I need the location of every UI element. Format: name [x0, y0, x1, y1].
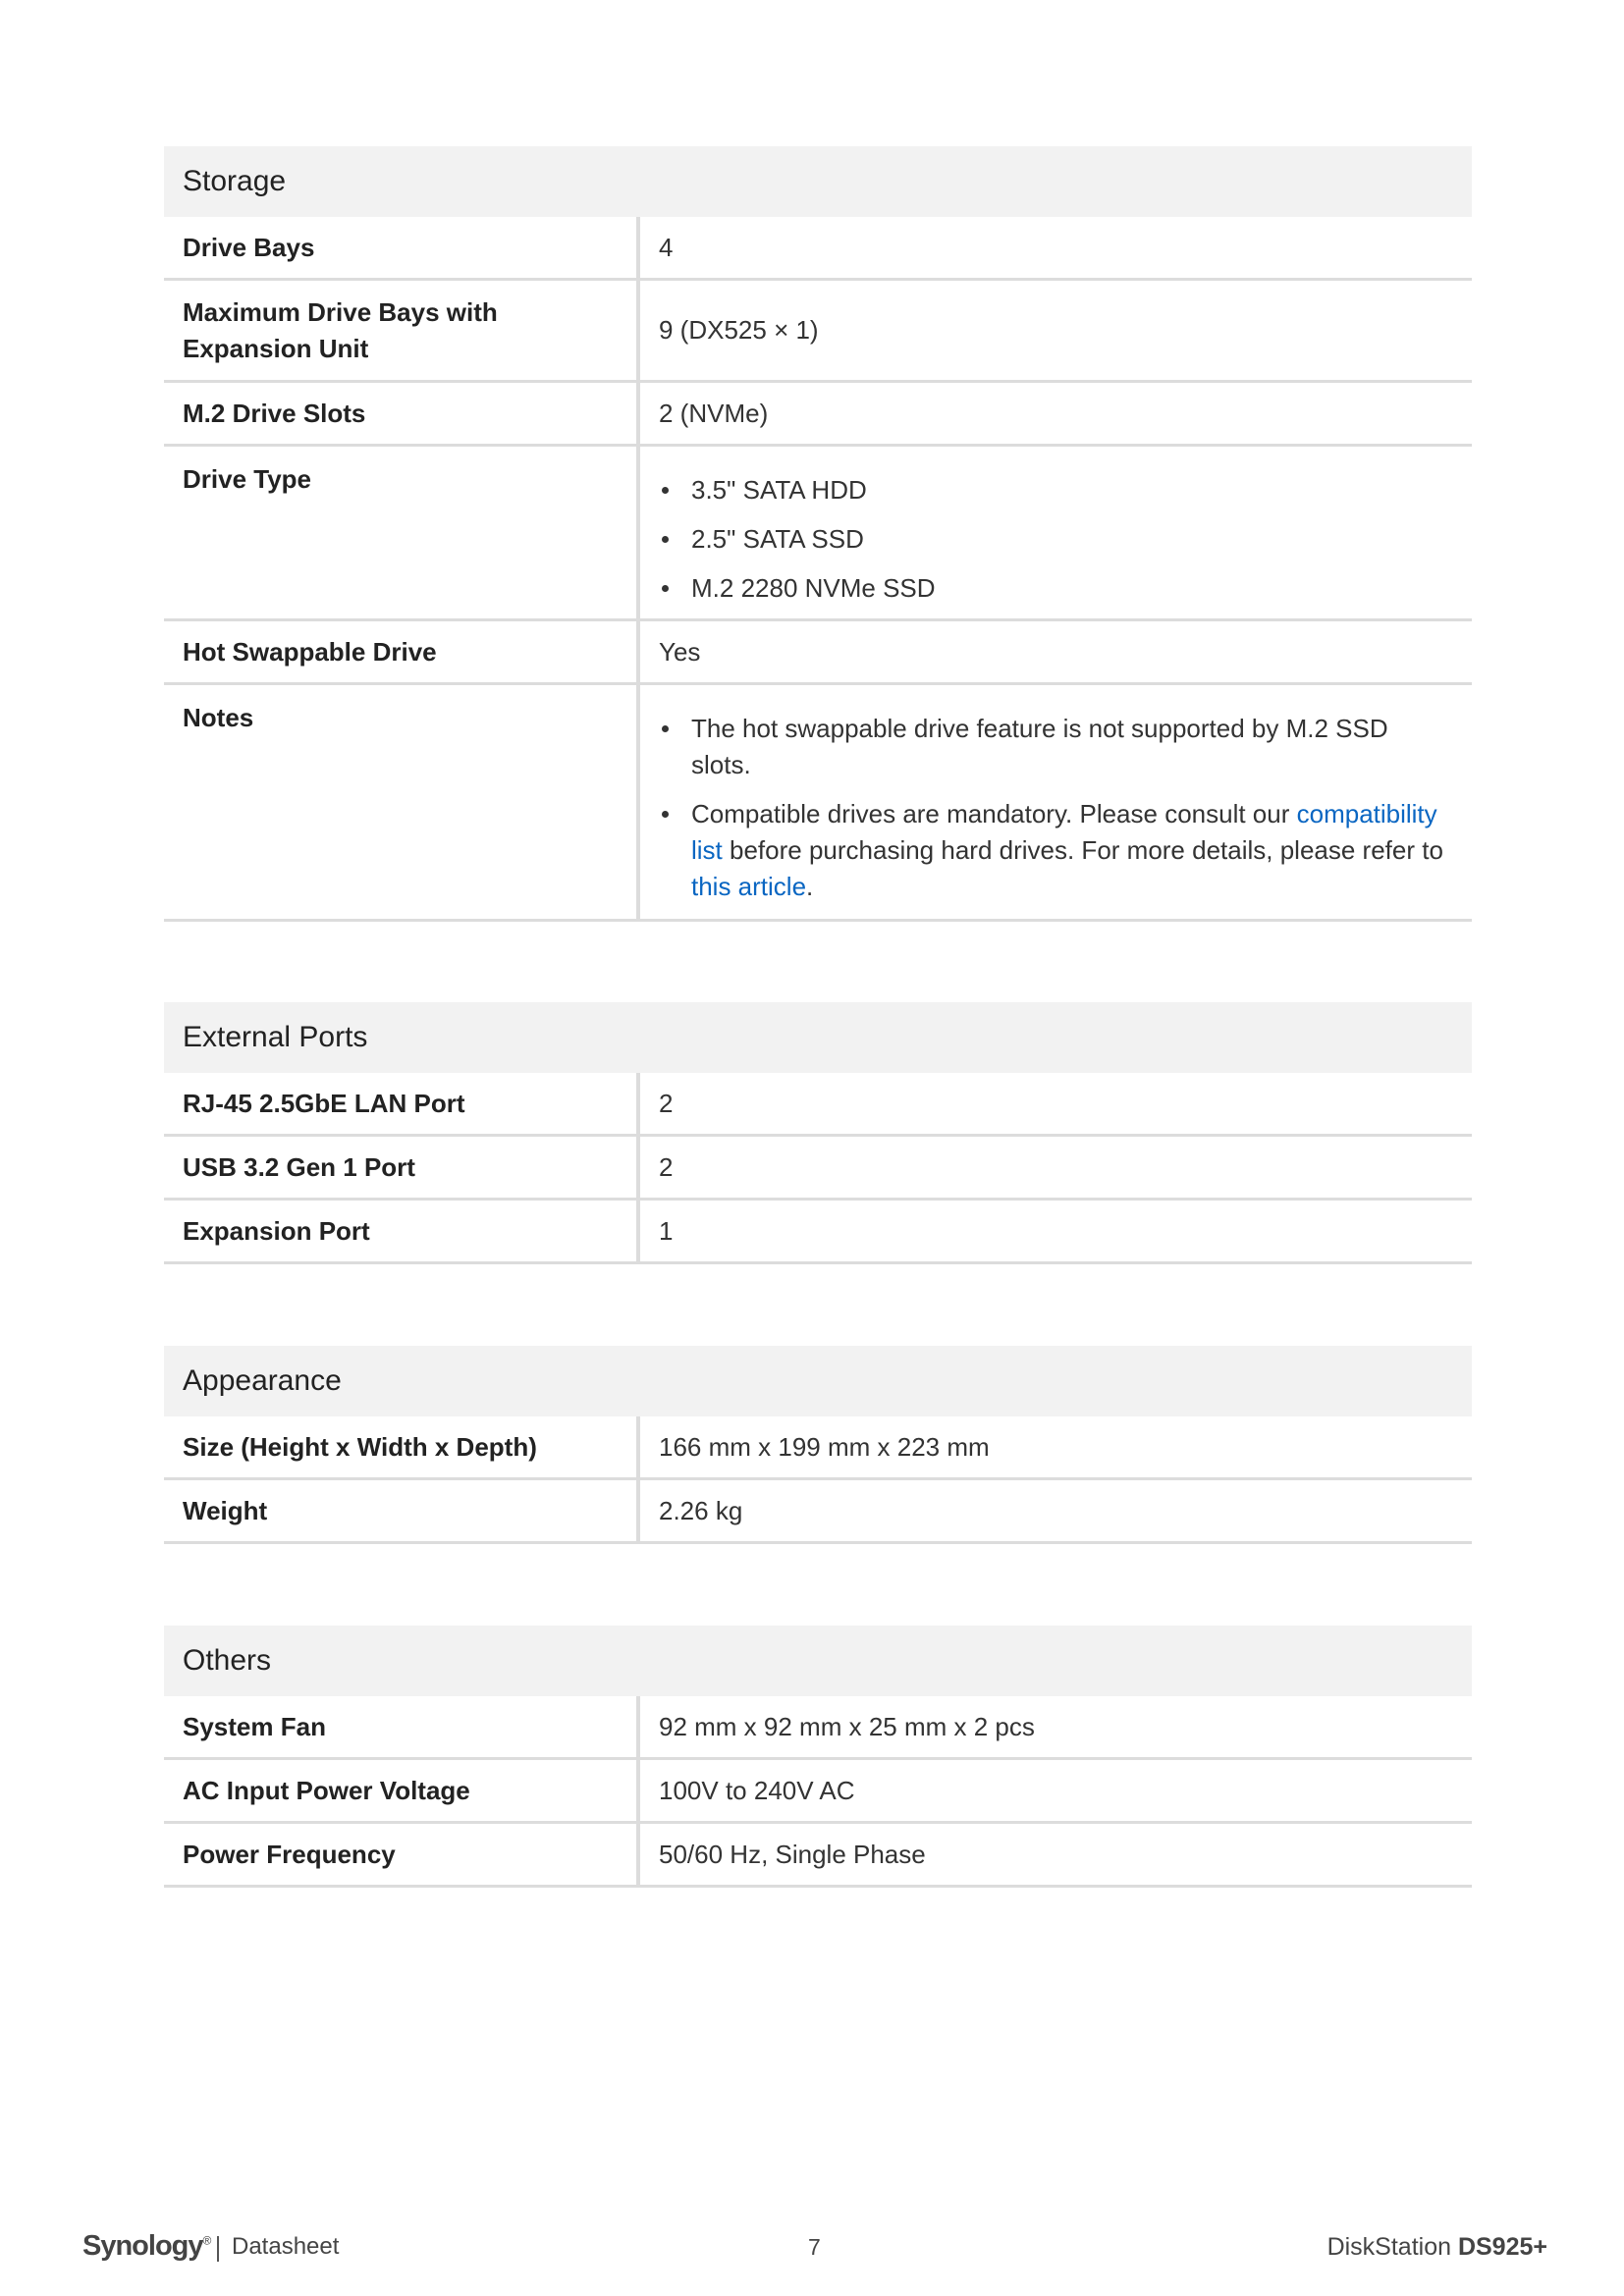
spec-value: [640, 685, 1472, 919]
spec-label: Maximum Drive Bays with Expansion Unit: [164, 281, 640, 380]
spec-label: Expansion Port: [164, 1201, 640, 1261]
spec-value: 166 mm x 199 mm x 223 mm: [659, 1431, 990, 1462]
spec-value: [640, 447, 1472, 618]
storage-section: [164, 146, 1472, 922]
synology-logo: [82, 2230, 210, 2263]
spec-value: 1: [659, 1215, 674, 1246]
list-item: 3.5" SATA HDD: [659, 472, 1453, 508]
note-text: .: [806, 872, 814, 901]
page-number: 7: [808, 2234, 821, 2260]
spec-row-size: [164, 1416, 1472, 1480]
spec-row-hot-swap: [164, 621, 1472, 685]
compatibility-list-link[interactable]: compatibility list: [691, 799, 1437, 865]
page-footer: [0, 2230, 1624, 2269]
this-article-link[interactable]: this article: [691, 872, 807, 901]
brand-name: Synology: [82, 2230, 203, 2262]
spec-row-notes: [164, 685, 1472, 922]
spec-value: 92 mm x 92 mm x 25 mm x 2 pcs: [659, 1711, 1035, 1741]
spec-label: Power Frequency: [164, 1824, 640, 1885]
appearance-section: [164, 1346, 1472, 1544]
note-text: before purchasing hard drives. For more details, please refer to: [722, 835, 1443, 865]
spec-label: AC Input Power Voltage: [164, 1760, 640, 1821]
section-title: Others: [164, 1626, 1472, 1696]
note-text: Compatible drives are mandatory. Please consult our: [691, 799, 1297, 828]
spec-row-weight: [164, 1480, 1472, 1544]
spec-label: USB 3.2 Gen 1 Port: [164, 1137, 640, 1198]
spec-label: Notes: [164, 685, 640, 919]
spec-label: System Fan: [164, 1696, 640, 1757]
spec-row-drive-bays: [164, 217, 1472, 281]
spec-row-max-drive-bays: [164, 281, 1472, 383]
spec-row-ac-voltage: [164, 1760, 1472, 1824]
list-item: M.2 2280 NVMe SSD: [659, 570, 1453, 607]
list-item: 2.5" SATA SSD: [659, 521, 1453, 558]
spec-value: Yes: [659, 636, 701, 667]
spec-value: 2: [659, 1088, 674, 1118]
footer-divider: [217, 2236, 219, 2262]
spec-value: 2 (NVMe): [659, 398, 769, 428]
spec-value: 2.26 kg: [659, 1495, 743, 1525]
spec-label: Drive Type: [164, 447, 640, 618]
spec-label: M.2 Drive Slots: [164, 383, 640, 444]
external-ports-section: [164, 1002, 1472, 1264]
spec-label: Weight: [164, 1480, 640, 1541]
spec-row-usb: [164, 1137, 1472, 1201]
spec-value: 50/60 Hz, Single Phase: [659, 1839, 926, 1869]
spec-row-expansion-port: [164, 1201, 1472, 1264]
registered-mark: ®: [202, 2233, 211, 2248]
product-name: [1327, 2233, 1547, 2262]
spec-row-system-fan: [164, 1696, 1472, 1760]
spec-value: 9 (DX525 × 1): [659, 315, 819, 345]
section-title: Appearance: [164, 1346, 1472, 1416]
spec-label: Hot Swappable Drive: [164, 621, 640, 682]
spec-row-power-frequency: [164, 1824, 1472, 1888]
others-section: [164, 1626, 1472, 1888]
spec-row-drive-type: [164, 447, 1472, 621]
product-model: DS925+: [1457, 2233, 1547, 2261]
spec-row-m2-slots: [164, 383, 1472, 447]
notes-list: [659, 711, 1453, 905]
spec-label: RJ-45 2.5GbE LAN Port: [164, 1073, 640, 1134]
drive-type-list: [659, 472, 1453, 607]
spec-value: 4: [659, 232, 674, 262]
spec-label: Drive Bays: [164, 217, 640, 278]
list-item: The hot swappable drive feature is not supported by M.2 SSD slots.: [659, 711, 1453, 783]
spec-value: 100V to 240V AC: [659, 1775, 855, 1805]
list-item: [659, 796, 1453, 905]
spec-label: Size (Height x Width x Depth): [164, 1416, 640, 1477]
section-title: External Ports: [164, 1002, 1472, 1073]
spec-value: 2: [659, 1151, 674, 1182]
spec-row-rj45: [164, 1073, 1472, 1137]
product-prefix: DiskStation: [1326, 2233, 1458, 2261]
section-title: Storage: [164, 146, 1472, 217]
doc-type: Datasheet: [232, 2233, 340, 2260]
